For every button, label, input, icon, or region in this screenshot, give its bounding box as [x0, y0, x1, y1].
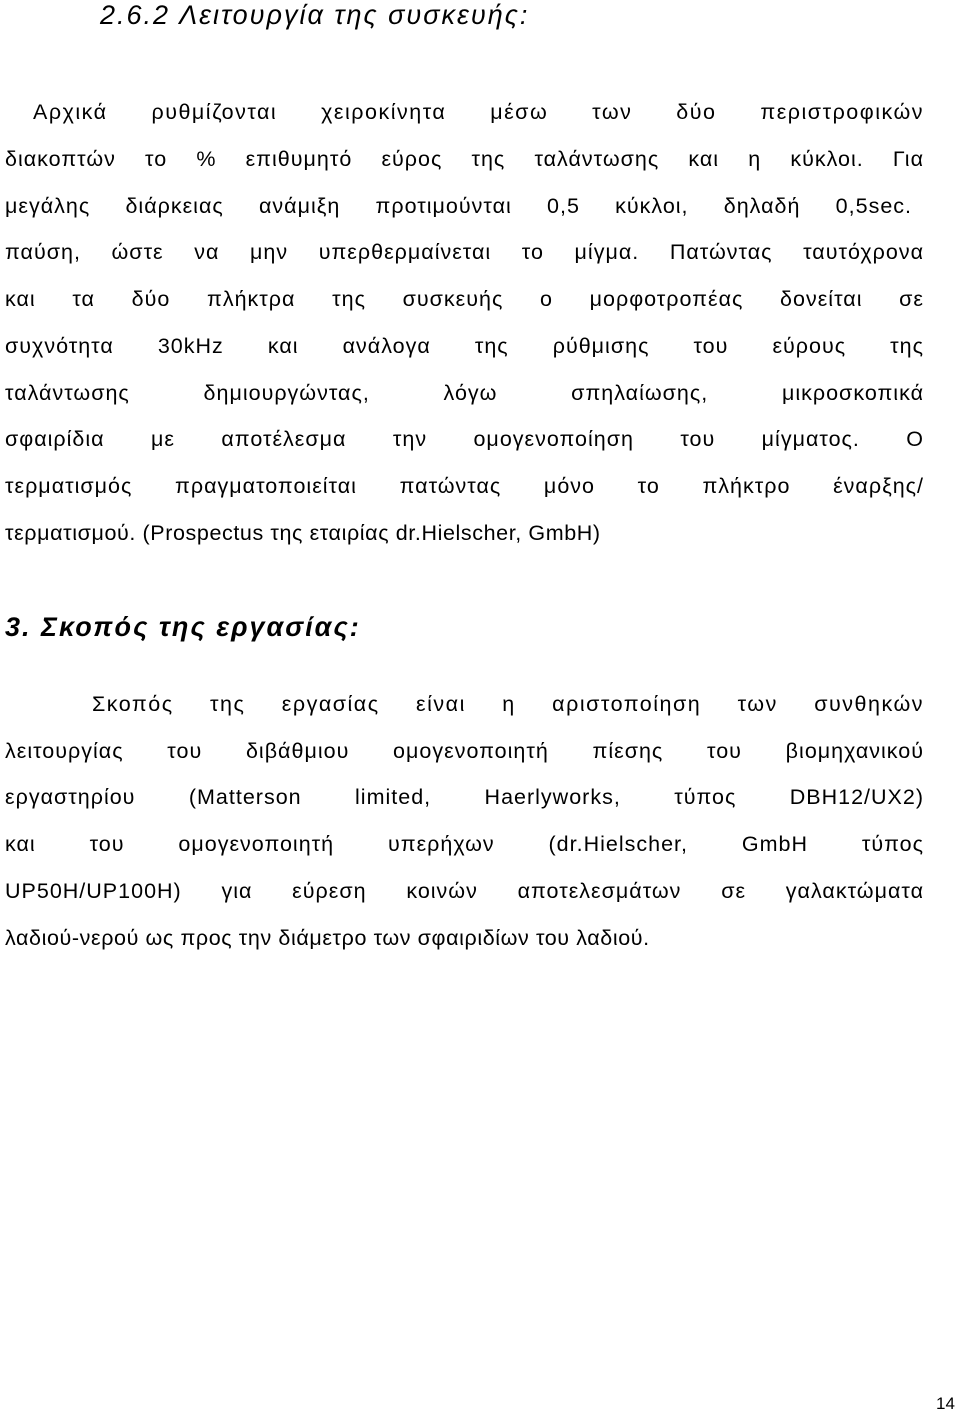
paragraph-line: και τα δύο πλήκτρα της συσκευής ο μορφοτροπέας δονείται σε — [5, 287, 924, 311]
paragraph-line: τερματισμός πραγματοποιείται πατώντας μόνο το πλήκτρο έναρξης/ — [5, 474, 924, 498]
paragraph-line: σφαιρίδια με αποτέλεσμα την ομογενοποίηση του μίγματος. Ο — [5, 427, 924, 451]
paragraph-line: Αρχικά ρυθμίζονται χειροκίνητα μέσω των δύο περιστροφικών — [33, 100, 924, 124]
paragraph-line: εργαστηρίου (Matterson limited, Haerlyworks, τύπος DBH12/UX2) — [5, 785, 924, 809]
paragraph-line: UP50H/UP100H) για εύρεση κοινών αποτελεσμάτων σε γαλακτώματα — [5, 879, 924, 903]
paragraph-line: και του ομογενοποιητή υπερήχων (dr.Hielscher, GmbH τύπος — [5, 832, 924, 856]
paragraph-line: μεγάλης διάρκειας ανάμιξη προτιμούνται 0,5 κύκλοι, δηλαδή 0,5sec. — [5, 194, 912, 218]
section-3-heading: 3. Σκοπός της εργασίας: — [5, 612, 361, 642]
paragraph-line: τερματισμού. (Prospectus της εταιρίας dr.Hielscher, GmbH) — [5, 521, 601, 545]
paragraph-line: Σκοπός της εργασίας είναι η αριστοποίηση των συνθηκών — [92, 692, 924, 716]
section-2-6-2-heading: 2.6.2 Λειτουργία της συσκευής: — [100, 0, 530, 30]
paragraph-line: λαδιού-νερού ως προς την διάμετρο των σφαιριδίων του λαδιού. — [5, 926, 650, 950]
paragraph-line: διακοπτών το % επιθυμητό εύρος της ταλάντωσης και η κύκλοι. Για — [5, 147, 924, 171]
page-number: 14 — [936, 1394, 955, 1413]
paragraph-line: λειτουργίας του διβάθμιου ομογενοποιητή πίεσης του βιομηχανικού — [5, 739, 924, 763]
paragraph-line: συχνότητα 30kHz και ανάλογα της ρύθμισης του εύρους της — [5, 334, 924, 358]
paragraph-line: παύση, ώστε να μην υπερθερμαίνεται το μίγμα. Πατώντας ταυτόχρονα — [5, 240, 924, 264]
paragraph-line: ταλάντωσης δημιουργώντας, λόγω σπηλαίωσης, μικροσκοπικά — [5, 381, 924, 405]
